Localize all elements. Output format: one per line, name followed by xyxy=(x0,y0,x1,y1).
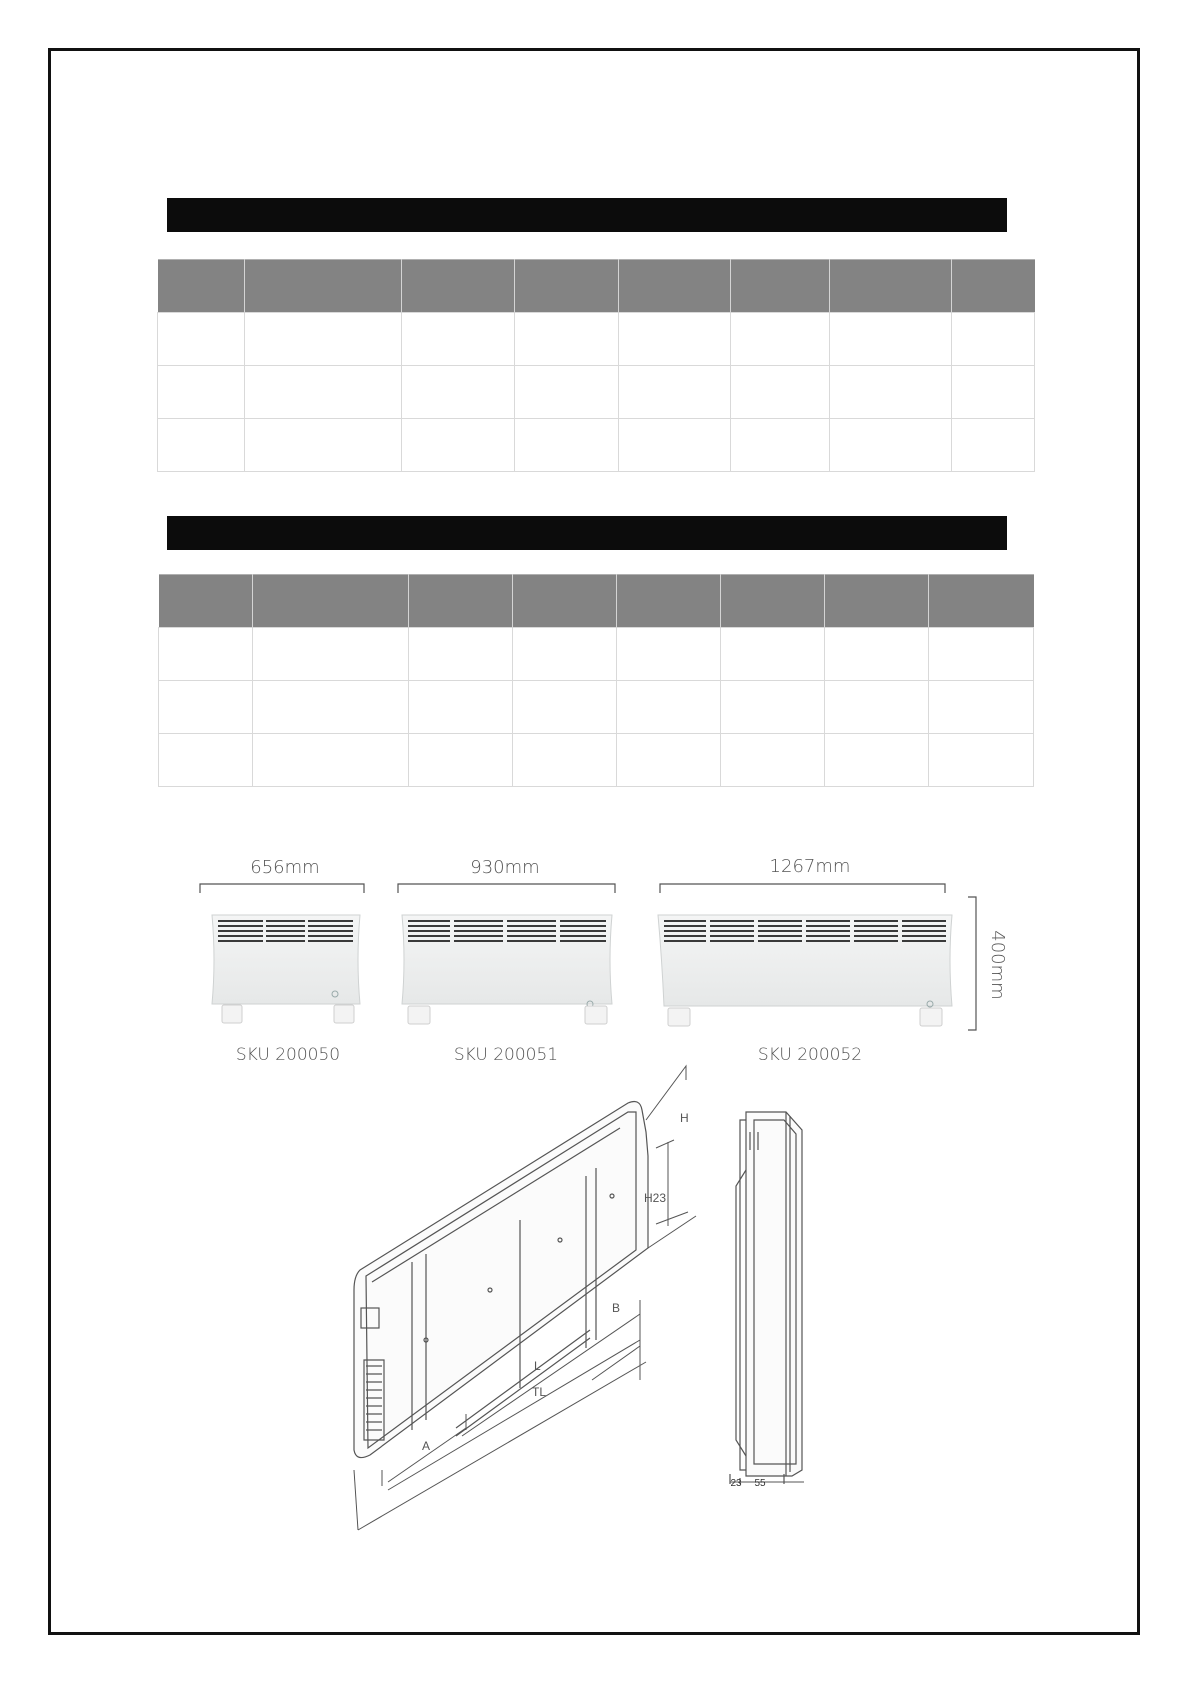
dim-label-b: B xyxy=(612,1301,621,1315)
width-label-1267: 1267mm xyxy=(769,856,851,877)
height-bracket xyxy=(968,897,976,1030)
width-label-656: 656mm xyxy=(250,857,320,878)
side-view-diagram xyxy=(730,1112,804,1484)
width-bracket-2 xyxy=(398,884,615,893)
heater-sku-200050 xyxy=(212,915,360,1023)
dim-label-h: H xyxy=(680,1111,689,1125)
side-dim-label-55: 55 xyxy=(754,1478,766,1489)
dim-label-h23: H23 xyxy=(644,1191,667,1205)
sku-label-200050: SKU 200050 xyxy=(235,1045,341,1065)
dim-label-l: L xyxy=(534,1359,541,1373)
back-view-diagram xyxy=(354,1066,696,1530)
width-bracket-3 xyxy=(660,884,945,893)
heater-sku-200051 xyxy=(402,915,612,1024)
dim-label-a: A xyxy=(422,1439,431,1453)
width-label-930: 930mm xyxy=(470,857,540,878)
sku-label-200052: SKU 200052 xyxy=(757,1045,863,1065)
dim-label-tl: TL xyxy=(532,1385,547,1399)
height-label: 400mm xyxy=(987,930,1008,1000)
sku-label-200051: SKU 200051 xyxy=(453,1045,559,1065)
side-dim-label-23: 23 xyxy=(730,1478,742,1489)
width-bracket-1 xyxy=(200,884,364,893)
heater-sku-200052 xyxy=(658,915,952,1026)
